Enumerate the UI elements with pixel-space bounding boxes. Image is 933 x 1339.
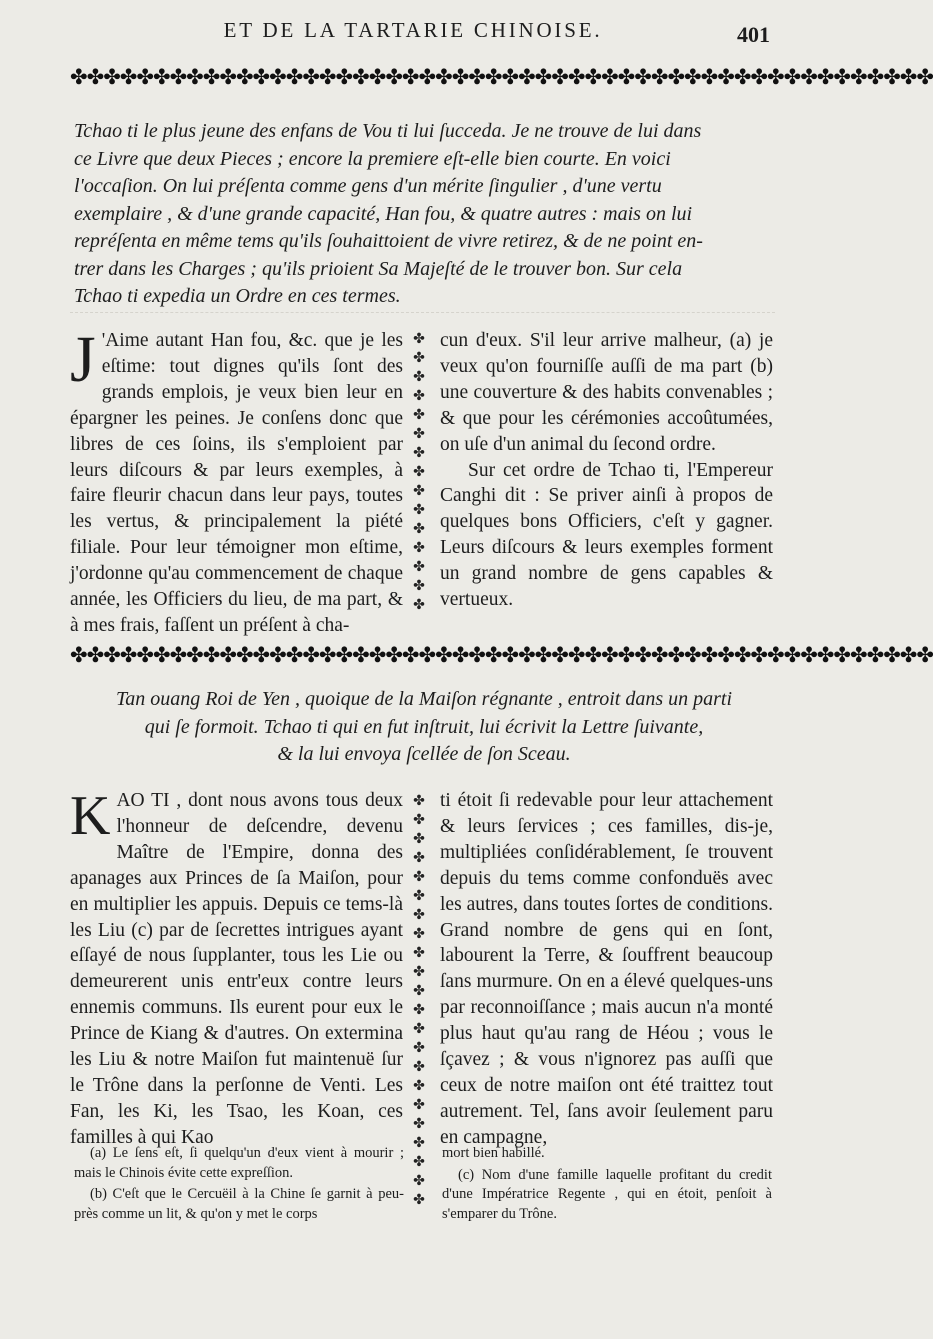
column-separator: ✤ ✤ ✤ ✤ ✤ ✤ ✤ ✤ ✤ ✤ ✤ ✤ ✤ ✤ ✤ ✤ ✤ ✤ ✤ ✤ ✤ ✤ [413,794,425,1208]
column-separator: ✤ ✤ ✤ ✤ ✤ ✤ ✤ ✤ ✤ ✤ ✤ ✤ ✤ ✤ ✤ [413,332,425,613]
intro-paragraph-2 [74,686,774,769]
intro-1-line: ce Livre que deux Pieces ; encore la premiere eſt-elle bien courte. En voici [74,147,671,170]
decree-right-column [440,328,773,613]
intro-2-line: qui ſe formoit. Tchao ti qui en fut inſtruit, lui écrivit la Lettre ſuivante, [144,715,704,738]
intro-1-line: Tchao ti le plus jeune des enfans de Vou ti lui ſucceda. Je ne trouve de lui dans [74,120,702,142]
letter-right-text: ti étoit ſi redevable pour leur attachement & leurs ſervices ; ces familles, dis-je, multipliées conſidérablement, ſe trouvent depuis du tems comme confonduës avec les autres, dans toutes ſortes de conditions. Grand nombre de gens qui en ſont, labourent la Terre, & ſouffrent beaucoup ſans murmure. On en a élevé quelques-uns par reconnoiſſance ; mais aucun n'a monté plus haut qu'au rang de Héou ; vous le ſçavez ; & vous n'ignorez pas auſſi que ceux de notre maiſon ont été traittez tout autrement. Tel, ſans avoir ſeulement paru en campagne, [440,790,773,1148]
decree-left-text: 'Aime autant Han fou, &c. que je les eſtime: tout dignes qu'ils ſont des grands emplois, je veux bien leur en épargner les peines. Je conſens donc que libres de ces ſoins, ils s'emploient par leurs diſcours & par leurs exemples, à faire fleurir chacun dans leur pays, toutes les vertus, & principalement la piété filiale. Pour leur témoigner mon eſtime, j'ordonne qu'au commencement de chaque année, les Officiers du lieu, de ma part, & à mes frais, faſſent un préſent à cha- [70,330,403,636]
letter-left-text: AO TI , dont nous avons tous deux l'honneur de deſcendre, devenu Maître de l'Empire, donna des apanages aux Princes de ſa Maiſon, pour en multiplier les appuis. Depuis ce tems-là les Liu (c) par de ſecrettes intrigues ayant eſſayé de nous ſupplanter, tous les Lie ou demeurerent unis entr'eux contre leurs ennemis communs. Ils eurent pour eux le Prince de Kiang & d'autres. On extermina les Liu & notre Maiſon fut maintenuë ſur le Trône dans la perſonne de Venti. Les Fan, les Ki, les Tsao, les Koan, ces familles à qui Kao [70,790,403,1148]
footnotes-left [74,1144,404,1226]
section-rule [70,312,775,313]
intro-1-line: Tchao ti expedia un Ordre en ces termes. [74,285,401,307]
intro-1-line: trer dans les Charges ; qu'ils prioient Sa Majeſté de le trouver bon. Sur cela [74,257,683,280]
footnote: (c) Nom d'une famille laquelle profitant du credit d'une Impératrice Regente , qui en étoit, penſoit à s'emparer du Trône. [442,1166,772,1222]
ornament-band-top: ✤✤✤✤✤✤✤✤✤✤✤✤✤✤✤✤✤✤✤✤✤✤✤✤✤✤✤✤✤✤✤✤✤✤✤✤✤✤✤✤✤✤✤✤✤✤✤✤✤✤✤✤ [70,65,933,89]
intro-1-line: l'occaſion. On lui préſenta comme gens d'un mérite ſingulier , d'une vertu [74,175,662,197]
intro-2-line: Tan ouang Roi de Yen , quoique de la Maiſon régnante , entroit dans un parti [115,688,733,710]
decree-right-text-1: cun d'eux. S'il leur arrive malheur, (a) je veux qu'on fourniſſe auſſi de ma part (b) une couverture & des habits convenables ; & que pour les cérémonies accoûtumées, on uſe d'un animal du ſecond ordre. [440,330,773,455]
dropcap: J [70,323,96,396]
footnote: (a) Le ſens eſt, ſi quelqu'un d'eux vient à mourir ; mais le Chinois évite cette expreſſion. [74,1145,404,1181]
intro-1-line: exemplaire , & d'une grande capacité, Han fou, & quatre autres : mais on lui [74,202,693,225]
intro-1-line: repréſenta en même tems qu'ils ſouhaittoient de vivre retirez, & de ne point en- [74,230,703,252]
page-number: 401 [737,22,770,47]
decree-left-column [70,323,403,639]
running-head [0,18,800,48]
letter-right-column [440,788,773,1151]
ornament-band-middle: ✤✤✤✤✤✤✤✤✤✤✤✤✤✤✤✤✤✤✤✤✤✤✤✤✤✤✤✤✤✤✤✤✤✤✤✤✤✤✤✤✤✤✤✤✤✤✤✤✤✤✤✤ [70,643,933,667]
intro-2-line: & la lui envoya ſcellée de ſon Sceau. [277,743,571,765]
intro-paragraph-1 [74,118,774,311]
letter-left-column [70,785,403,1151]
footnotes-right [442,1144,772,1226]
footnote: (b) C'eſt que le Cercuëil à la Chine ſe garnit à peu-près comme un lit, & qu'on y met le corps [74,1186,404,1222]
dropcap: K [70,785,111,847]
decree-right-text-2: Sur cet ordre de Tchao ti, l'Empereur Canghi dit : Se priver ainſi à propos de quelques bons Officiers, c'eſt y gagner. Leurs diſcours & leurs exemples forment un grand nombre de gens capables & vertueux. [440,459,773,611]
running-title: ET DE LA TARTARIE CHINOISE. [223,18,603,42]
footnote: mort bien habillé. [442,1145,545,1161]
